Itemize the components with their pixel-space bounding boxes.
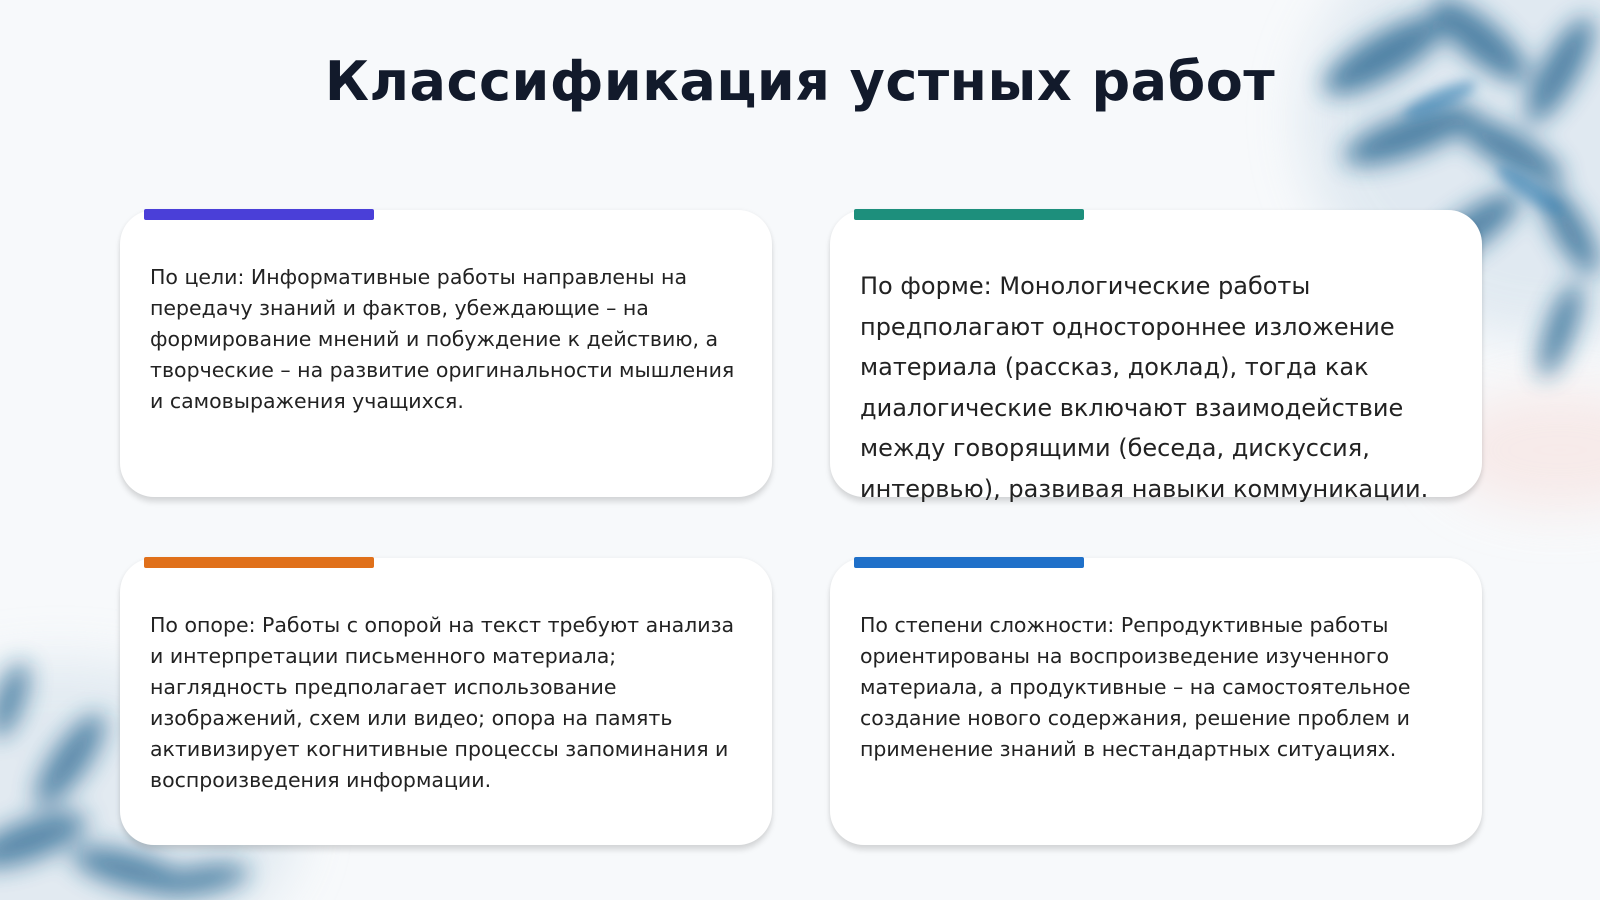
card-complexity-text: По степени сложности: Репродуктивные работы ориентированы на воспроизведение изученного материала, а продуктивные – на самостоятельное создание нового содержания, решение проблем и применение знаний в нестандартных ситуациях. <box>860 613 1411 761</box>
card-form <box>830 209 1482 503</box>
accent-bar-orange <box>144 557 374 568</box>
card-complexity <box>830 557 1482 847</box>
card-support-text: По опоре: Работы с опорой на текст требуют анализа и интерпретации письменного материала; наглядность предполагает использование изображений, схем или видео; опора на память активизирует когнитивные процессы запоминания и воспроизведения информации. <box>150 613 735 792</box>
card-panel <box>830 558 1482 845</box>
card-support <box>120 557 772 847</box>
card-panel <box>830 210 1482 503</box>
slide-title: Классификация устных работ <box>324 50 1276 113</box>
card-form-text: По форме: Монологические работы предполагают одностороннее изложение материала (рассказ, доклад), тогда как диалогические включают взаимодействие между говорящими (беседа, дискуссия, интервью), развивая навыки коммуникации. <box>860 272 1429 503</box>
card-panel <box>120 558 772 845</box>
card-goal <box>120 209 772 499</box>
accent-bar-teal <box>854 209 1084 220</box>
card-goal-text: По цели: Информативные работы направлены на передачу знаний и фактов, убеждающие – на формирование мнений и побуждение к действию, а творческие – на развитие оригинальности мышления и самовыражения учащихся. <box>150 265 735 413</box>
accent-bar-purple <box>144 209 374 220</box>
accent-bar-blue <box>854 557 1084 568</box>
card-panel <box>120 210 772 497</box>
